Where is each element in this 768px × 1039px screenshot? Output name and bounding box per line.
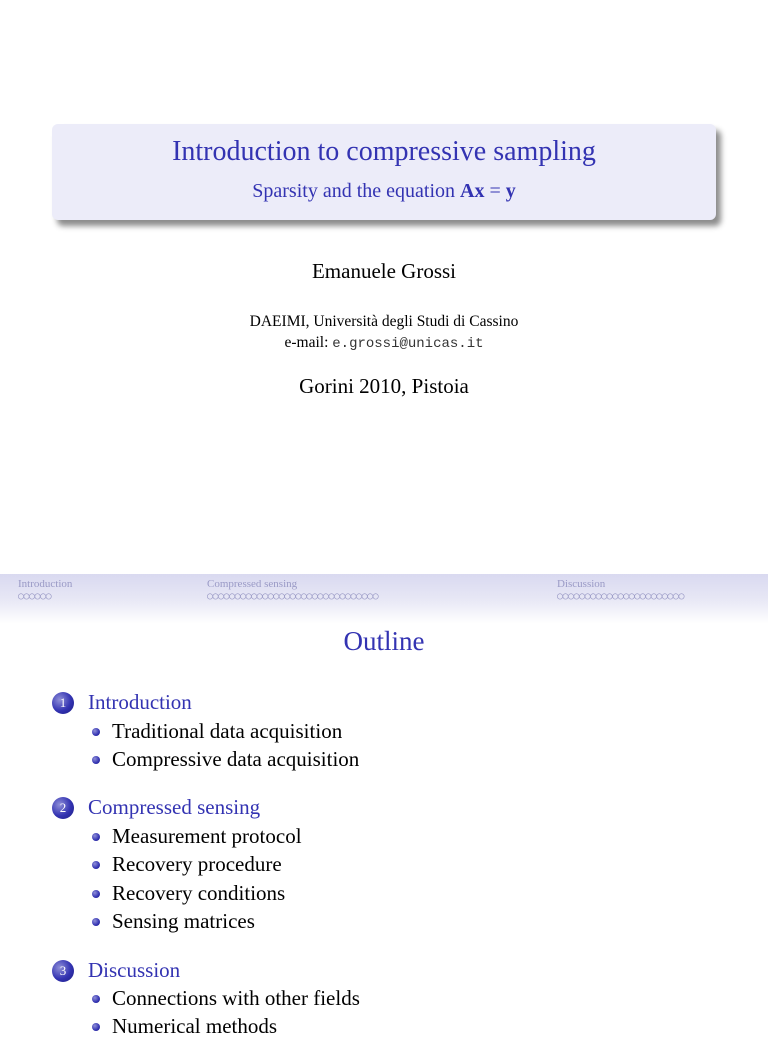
affiliation: DAEIMI, Università degli Studi di Cassino bbox=[249, 313, 519, 330]
outline-item[interactable] bbox=[92, 747, 359, 772]
subtitle-eq-sign: = bbox=[484, 180, 506, 202]
item-label: Compressive data acquisition bbox=[112, 747, 360, 771]
outline-section-compressed-sensing[interactable] bbox=[52, 795, 260, 820]
nav-section-compressed-sensing[interactable] bbox=[207, 578, 378, 602]
bullet-icon bbox=[92, 756, 100, 764]
nav-label: Discussion bbox=[557, 578, 606, 590]
nav-label: Introduction bbox=[18, 578, 73, 590]
subtitle-eq-y: y bbox=[505, 180, 516, 202]
outline-item[interactable] bbox=[92, 1014, 277, 1039]
section-navigation-bar bbox=[0, 574, 768, 624]
outline-item[interactable] bbox=[92, 719, 342, 744]
outline-item[interactable] bbox=[92, 881, 285, 906]
item-label: Connections with other fields bbox=[112, 986, 360, 1010]
section-number-ball-icon: 1 bbox=[52, 692, 74, 714]
outline-slide bbox=[0, 574, 768, 1038]
outline-item[interactable] bbox=[92, 824, 302, 849]
outline-item[interactable] bbox=[92, 909, 255, 934]
subtitle-eq-x: x bbox=[474, 180, 485, 202]
event-name: Gorini 2010, Pistoia bbox=[299, 374, 469, 398]
nav-label: Compressed sensing bbox=[207, 578, 298, 590]
nav-frame-dots[interactable]: ○○○○○○○○○○○○○○○○○○○○○○○○○○○○○○○ bbox=[207, 591, 379, 602]
item-label: Recovery procedure bbox=[112, 852, 282, 876]
presentation-title: Introduction to compressive sampling bbox=[172, 136, 596, 167]
bullet-icon bbox=[92, 1023, 100, 1031]
section-label: Compressed sensing bbox=[88, 795, 261, 819]
nav-frame-dots[interactable]: ○○○○○○○○○○○○○○○○○○○○○○○ bbox=[557, 591, 684, 602]
outline-section-introduction[interactable] bbox=[52, 690, 192, 715]
subtitle-eq-A: A bbox=[460, 180, 475, 202]
outline-item[interactable] bbox=[92, 852, 282, 877]
presentation-subtitle bbox=[52, 180, 716, 203]
nav-section-discussion[interactable] bbox=[557, 578, 684, 602]
item-label: Numerical methods bbox=[112, 1014, 278, 1038]
title-block bbox=[52, 124, 716, 220]
nav-section-introduction[interactable] bbox=[18, 578, 72, 602]
author-name: Emanuele Grossi bbox=[311, 259, 457, 283]
section-label: Discussion bbox=[88, 958, 181, 982]
bullet-icon bbox=[92, 918, 100, 926]
bullet-icon bbox=[92, 890, 100, 898]
bullet-icon bbox=[92, 833, 100, 841]
outline-title: Outline bbox=[343, 626, 425, 656]
item-label: Traditional data acquisition bbox=[112, 719, 343, 743]
email-address: e.grossi@unicas.it bbox=[332, 336, 484, 352]
bullet-icon bbox=[92, 995, 100, 1003]
outline-section-discussion[interactable] bbox=[52, 958, 180, 983]
email-line bbox=[0, 334, 768, 352]
outline-item[interactable] bbox=[92, 986, 360, 1011]
bullet-icon bbox=[92, 861, 100, 869]
section-number-ball-icon: 3 bbox=[52, 960, 74, 982]
email-label: e-mail: bbox=[284, 334, 333, 351]
subtitle-text: Sparsity and the equation bbox=[252, 180, 460, 202]
section-label: Introduction bbox=[88, 690, 192, 714]
item-label: Recovery conditions bbox=[112, 881, 286, 905]
section-number-ball-icon: 2 bbox=[52, 797, 74, 819]
item-label: Measurement protocol bbox=[112, 824, 302, 848]
nav-frame-dots[interactable]: ○○○○○○ bbox=[18, 591, 52, 602]
item-label: Sensing matrices bbox=[112, 909, 255, 933]
bullet-icon bbox=[92, 728, 100, 736]
